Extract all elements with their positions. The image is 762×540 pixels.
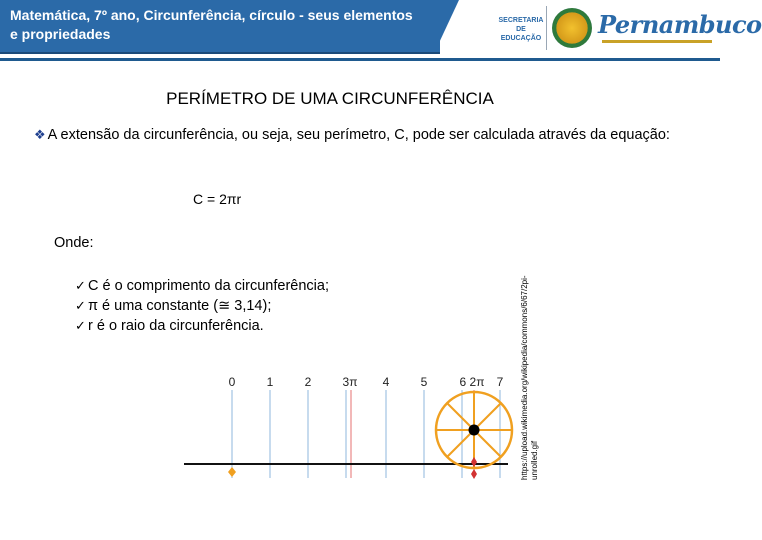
check-icon: ✓ (75, 318, 86, 333)
diagram-tick-labels (229, 375, 504, 389)
diamond-bullet-icon: ❖ (34, 127, 46, 142)
tick-label: 4 (382, 375, 390, 389)
title-box (0, 0, 440, 54)
list-item: ✓ r é o raio da circunferência. (75, 318, 264, 334)
two-pi-ground-marker-icon (471, 469, 477, 479)
list-item: ✓ π é uma constante (≅ 3,14); (75, 298, 272, 314)
two-pi-marker-icon (471, 457, 477, 467)
page-title: Matemática, 7º ano, Circunferência, círculo - seus elementos e propriedades (10, 7, 413, 42)
state-seal-icon (552, 8, 592, 48)
tick-label: 2 (304, 375, 312, 389)
image-credit: https://upload.wikimedia.org/wikipedia/commons/6/67/2pi-unrolled.gif (520, 275, 539, 480)
government-logo (490, 6, 762, 52)
definition-text: A extensão da circunferência, ou seja, seu perímetro, C, pode ser calculada através da equação: (47, 127, 670, 143)
list-item: ✓ C é o comprimento da circunferência; (75, 278, 329, 294)
check-icon: ✓ (75, 298, 86, 313)
tick-label: 6 2π (459, 375, 485, 389)
governo-logo-text: Pernambuco (598, 10, 762, 39)
tick-label: 5 (420, 375, 428, 389)
secretaria-label: SECRETARIA DE EDUCAÇÃO (498, 17, 544, 42)
logo-underline (602, 40, 712, 43)
tick-label: 1 (266, 375, 274, 389)
tick-label: 0 (228, 375, 236, 389)
rolling-circle (436, 392, 512, 468)
logo-divider (546, 6, 547, 50)
title-stripe (440, 0, 478, 52)
start-marker-icon (228, 467, 236, 477)
slide-heading: PERÍMETRO DE UMA CIRCUNFERÊNCIA (166, 89, 494, 108)
circle-unrolled-diagram (180, 368, 510, 493)
check-icon: ✓ (75, 278, 86, 293)
tick-label: 7 (496, 375, 504, 389)
tick-label: 3π (342, 375, 358, 389)
perimeter-formula: C = 2πr (193, 191, 242, 207)
onde-label: Onde: (54, 235, 94, 251)
definition-paragraph (34, 124, 694, 146)
header-bar (0, 0, 762, 61)
definition-list (75, 276, 329, 336)
